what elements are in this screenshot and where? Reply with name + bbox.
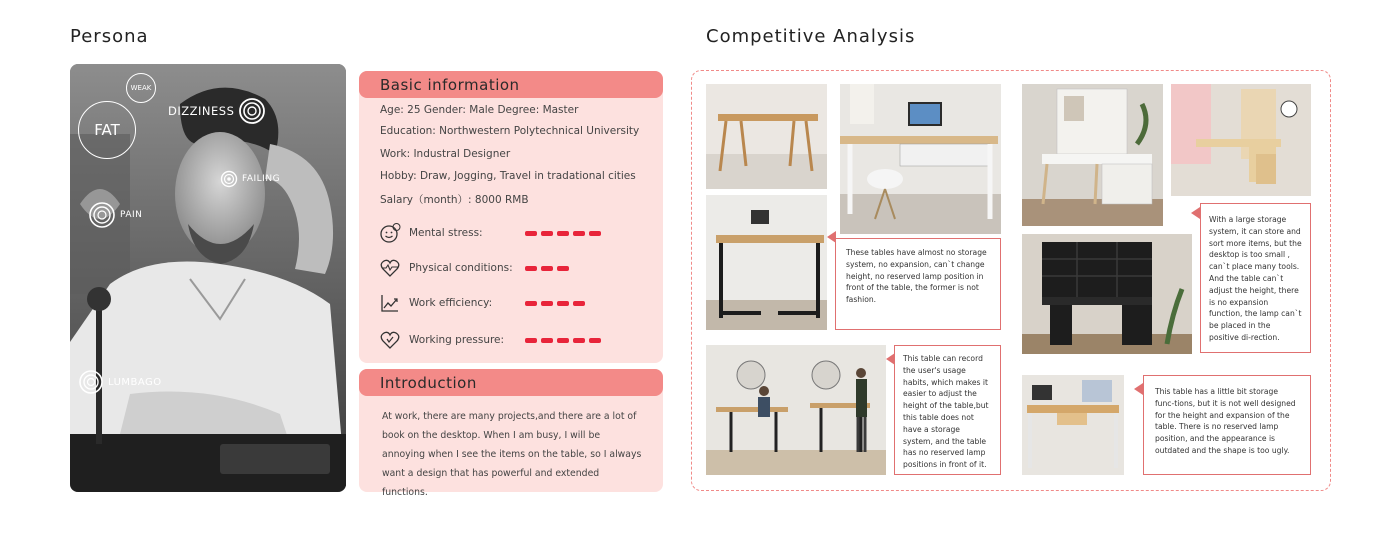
spiral-icon [88,201,116,229]
level-dash [573,231,585,236]
black-frame-desk-illustration [706,195,827,330]
tag-failing [220,170,280,188]
metric-bar-working-pressure [525,338,601,343]
heartbeat-icon [379,257,401,279]
competitive-analysis-panel [691,70,1331,491]
level-dash [589,338,601,343]
metric-label: Physical conditions: [409,262,513,274]
product-photo-old-desk [1022,375,1124,475]
note-old-desk: This table has a little bit storage func-tions, but it is not well designed for the height and expansion of the table. There is no reserved lamp position, and the appearance is outdated and the shape is too ugly. [1143,375,1311,475]
product-photo-black-frame-desk [706,195,827,330]
spiral-icon [78,369,104,395]
introduction-text: At work, there are many projects,and there are a lot of book on the desktop. When I am busy, I will be annoying when I see the items on the table, so I always want a design that has powerful and extended functions. [382,411,642,498]
metric-label: Work efficiency: [409,297,493,309]
wooden-hutch-illustration [1171,84,1311,196]
note-pointer [1191,207,1200,219]
metric-bar-physical-conditions [525,266,601,271]
level-dash [525,231,537,236]
info-line-salary: Salary（month）: 8000 RMB [380,194,529,206]
info-line-age: Age: 25 Gender: Male Degree: Master [380,104,579,116]
product-photo-dark-hutch [1022,234,1192,354]
basic-info-header: Basic information [359,71,663,98]
tag-weak: WEAK [126,73,156,103]
product-photo-adjustable-desk [706,345,886,475]
level-dash [573,338,585,343]
metric-bar-work-efficiency [525,301,601,306]
dark-hutch-illustration [1022,234,1192,354]
level-dash [557,231,569,236]
tag-pain [88,201,142,229]
metric-bar-mental-stress [525,231,601,236]
shelf-desk-illustration [1022,84,1163,226]
level-dash [557,266,569,271]
level-dash [573,301,585,306]
note-pointer [1134,383,1143,395]
metric-work-efficiency [379,292,492,314]
note-adjustable-desk: This table can record the user's usage habits, which makes it easier to adjust the height of the table,but this table does not have a storage system, and the table has no reserved lamp positions in front of it. [894,345,1001,475]
product-photo-shelf-desk [1022,84,1163,226]
persona-title: Persona [70,26,149,47]
info-line-work: Work: Industral Designer [380,148,511,160]
wood-table-illustration [706,84,827,189]
basic-info-card [359,71,663,363]
tag-dizziness [168,97,266,125]
product-photo-wooden-hutch [1171,84,1311,196]
introduction-card [359,369,663,498]
info-line-education: Education: Northwestern Polytechnical University [380,125,640,137]
level-dash [557,338,569,343]
level-dash [525,338,537,343]
note-storage-desk: With a large storage system, it can store and sort more items, but the desktop is too small , can`t place many tools. And the table can`t adjust the height, there is no expansion function, the lamp can`t be placed in the positive di-rection. [1200,203,1311,353]
metric-label: Mental stress: [409,227,483,239]
level-dash [589,231,601,236]
product-photo-white-desk [840,84,1001,234]
old-desk-illustration [1022,375,1124,475]
smile-face-icon [379,222,401,244]
metric-working-pressure [379,329,504,351]
competitive-analysis-title: Competitive Analysis [706,26,916,47]
metric-mental-stress [379,222,483,244]
persona-photo [70,64,346,492]
tag-pain-label: PAIN [120,210,143,220]
introduction-header: Introduction [359,369,663,396]
level-dash [525,301,537,306]
white-desk-illustration [840,84,1001,234]
metric-label: Working pressure: [409,334,505,346]
info-line-hobby: Hobby: Draw, Jogging, Travel in tradational cities [380,170,636,182]
trend-chart-icon [379,292,401,314]
level-dash [541,338,553,343]
product-photo-wood-table [706,84,827,189]
tag-lumbago-label: LUMBAGO [108,376,162,388]
spiral-icon [220,170,238,188]
tag-failing-label: FAILING [242,174,281,184]
level-dash [557,301,569,306]
adjustable-desk-illustration [706,345,886,475]
level-dash [525,266,537,271]
metric-physical-conditions [379,257,513,279]
heart-pulse-icon [379,329,401,351]
tag-fat: FAT [78,101,136,159]
tag-dizziness-label: DIZZINESS [168,104,235,118]
level-dash [541,231,553,236]
note-basic-tables: These tables have almost no storage system, no expansion, can`t change height, no reserved lamp position in front of the table, the former is not fashion. [835,238,1001,330]
spiral-icon [238,97,266,125]
level-dash [541,301,553,306]
level-dash [541,266,553,271]
tag-lumbago [78,369,162,395]
